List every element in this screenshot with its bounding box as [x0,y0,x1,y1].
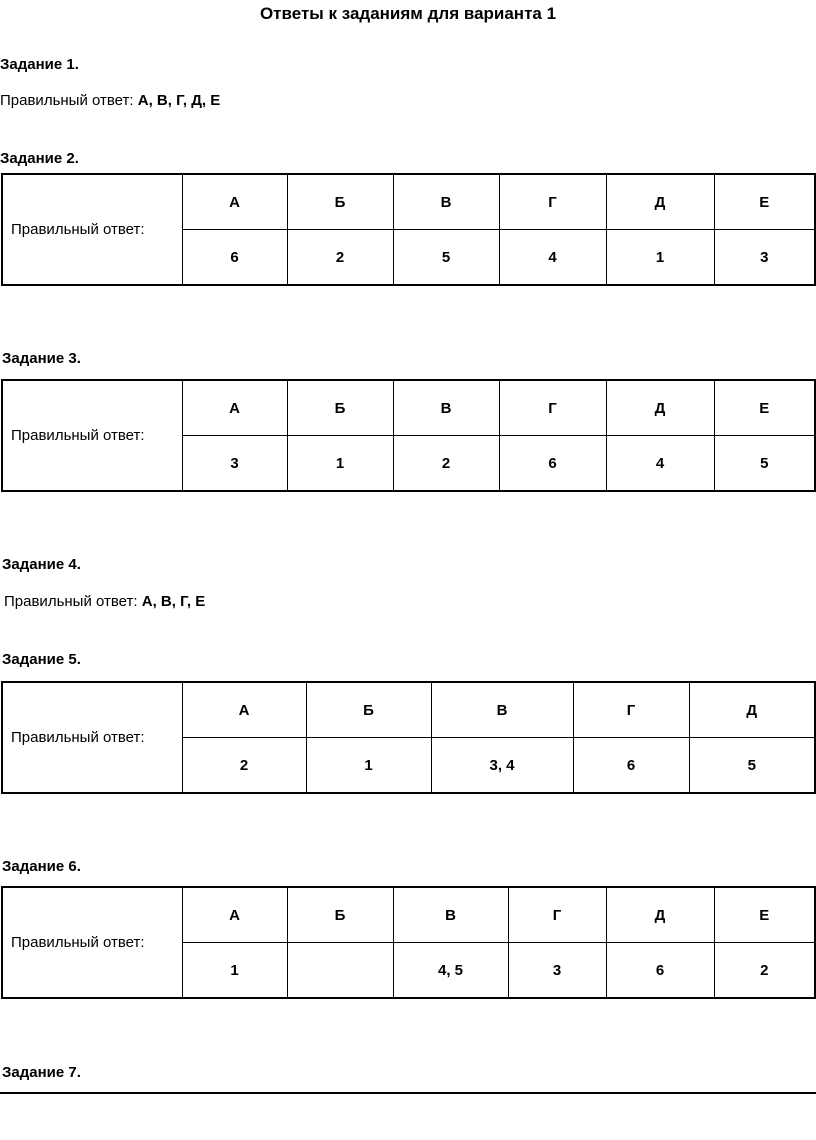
answer-label: Правильный ответ: [2,174,182,285]
page-title: Ответы к заданиям для варианта 1 [259,4,557,23]
value-cell: 4 [499,230,606,286]
value-cell: 5 [393,230,499,286]
letter-cell: А [182,682,306,738]
letter-cell: Б [287,174,393,230]
value-cell: 5 [714,436,815,492]
task-5-heading: Задание 5. [2,651,81,668]
letter-cell: А [182,380,287,436]
task-6-table [1,886,816,999]
letter-cell: Е [714,174,815,230]
letter-cell: Д [606,380,714,436]
answer-label: Правильный ответ: [4,593,138,610]
answer-value: А, В, Г, Д, Е [137,92,221,109]
letter-cell: В [393,887,508,943]
value-cell: 1 [287,436,393,492]
value-cell: 6 [573,738,689,794]
task-1-answer [0,92,220,109]
task-2-table [1,173,816,286]
table-row [2,887,815,943]
letter-cell: Б [306,682,431,738]
letter-cell: Г [499,380,606,436]
value-cell: 3 [714,230,815,286]
table-row [2,174,815,230]
table-row [2,682,815,738]
letter-cell: Б [287,887,393,943]
value-cell: 2 [287,230,393,286]
letter-cell: Г [573,682,689,738]
task-4-answer [4,593,205,610]
table-row [2,380,815,436]
letter-cell: Е [714,887,815,943]
value-cell: 2 [182,738,306,794]
letter-cell: В [393,380,499,436]
value-cell: 5 [689,738,815,794]
answer-label: Правильный ответ: [0,92,134,109]
task-3-heading: Задание 3. [2,350,81,367]
value-cell: 3 [508,943,606,999]
letter-cell: А [182,887,287,943]
value-cell: 1 [606,230,714,286]
letter-cell: Д [606,887,714,943]
task-6-heading: Задание 6. [2,858,81,875]
letter-cell: Б [287,380,393,436]
letter-cell: В [393,174,499,230]
letter-cell: Д [689,682,815,738]
divider [0,1092,816,1094]
value-cell: 6 [499,436,606,492]
value-cell: 4 [606,436,714,492]
value-cell: 3 [182,436,287,492]
letter-cell: В [431,682,573,738]
task-1-heading: Задание 1. [0,56,79,73]
value-cell [287,943,393,999]
task-5-table [1,681,816,794]
letter-cell: Д [606,174,714,230]
letter-cell: Г [508,887,606,943]
value-cell: 2 [393,436,499,492]
answer-value: А, В, Г, Е [141,593,206,610]
letter-cell: Г [499,174,606,230]
task-2-heading: Задание 2. [0,150,79,167]
value-cell: 3, 4 [431,738,573,794]
letter-cell: А [182,174,287,230]
answer-label: Правильный ответ: [2,380,182,491]
answer-label: Правильный ответ: [2,887,182,998]
letter-cell: Е [714,380,815,436]
value-cell: 1 [306,738,431,794]
value-cell: 6 [182,230,287,286]
answer-label: Правильный ответ: [2,682,182,793]
value-cell: 4, 5 [393,943,508,999]
value-cell: 2 [714,943,815,999]
task-3-table [1,379,816,492]
value-cell: 1 [182,943,287,999]
task-7-heading: Задание 7. [2,1064,81,1081]
value-cell: 6 [606,943,714,999]
task-4-heading: Задание 4. [2,556,81,573]
